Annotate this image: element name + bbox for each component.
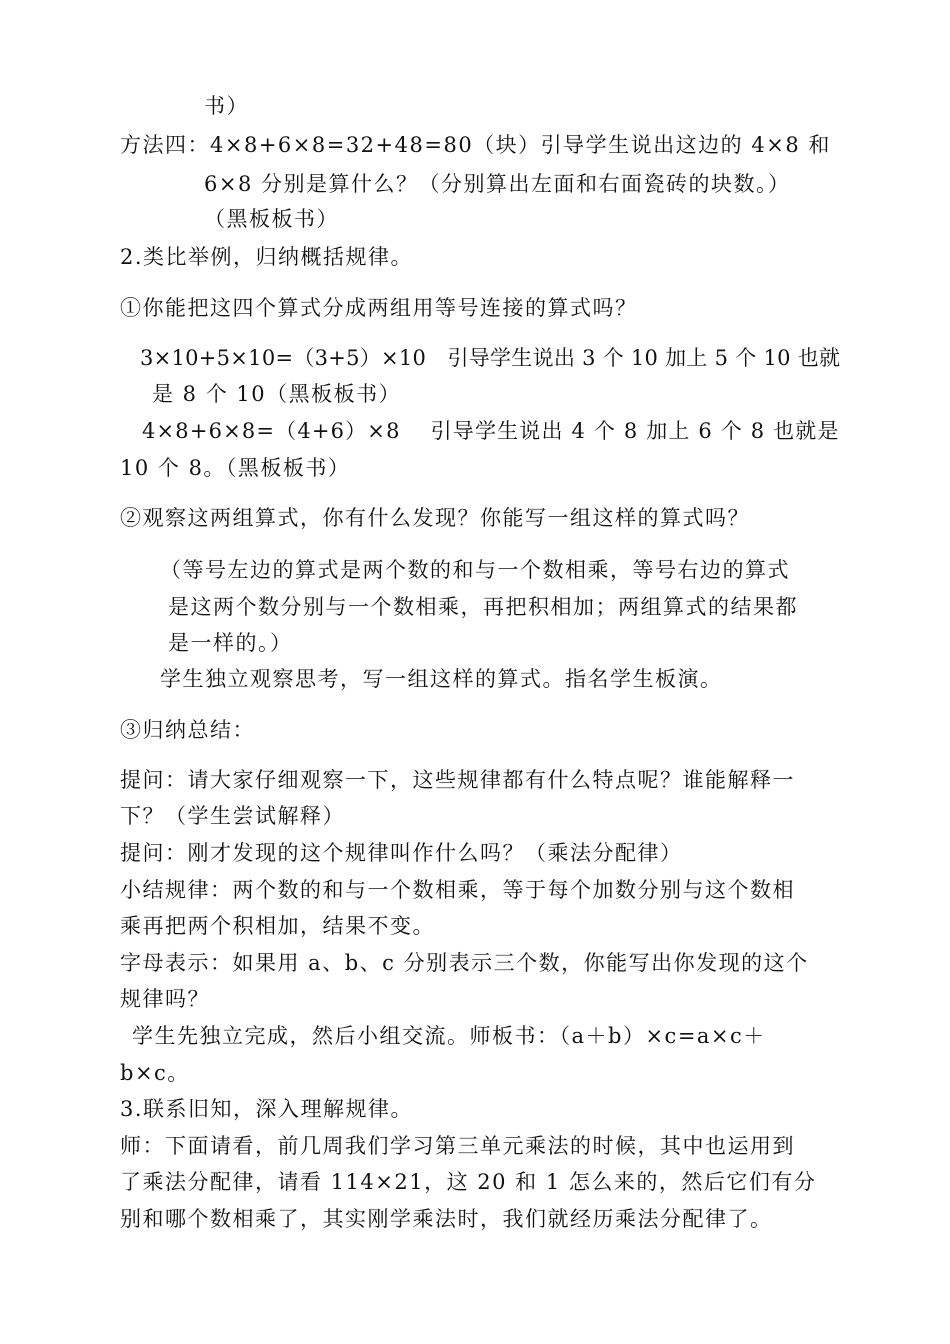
text-line: 提问：请大家仔细观察一下，这些规律都有什么特点呢？谁能解释一: [120, 768, 795, 792]
text-line: 4×8+6×8=（4+6）×8 引导学生说出 4 个 8 加上 6 个 8 也就是: [142, 419, 840, 443]
text-line: 书）: [204, 94, 249, 118]
text-line: ①你能把这四个算式分成两组用等号连接的算式吗？: [120, 296, 638, 320]
text-line: 10 个 8。（黑板板书）: [120, 456, 351, 480]
text-line: 别和哪个数相乘了，其实刚学乘法时，我们就经历乘法分配律了。: [120, 1207, 773, 1231]
text-line: 字母表示：如果用 a、b、c 分别表示三个数，你能写出你发现的这个: [120, 951, 809, 975]
text-line: 师：下面请看，前几周我们学习第三单元乘法的时候，其中也运用到: [120, 1134, 795, 1158]
text-line: 方法四：4×8+6×8=32+48=80（块）引导学生说出这边的 4×8 和: [120, 133, 831, 157]
text-line: ②观察这两组算式，你有什么发现？你能写一组这样的算式吗？: [120, 506, 750, 530]
text-line: 乘再把两个积相加，结果不变。: [120, 914, 435, 938]
text-line: 了乘法分配律，请看 114×21，这 20 和 1 怎么来的，然后它们有分: [120, 1170, 817, 1194]
text-line: 2.类比举例，归纳概括规律。: [120, 245, 414, 269]
text-line: （等号左边的算式是两个数的和与一个数相乘，等号右边的算式: [160, 558, 790, 582]
text-line: 提问：刚才发现的这个规律叫作什么吗？（乘法分配律）: [120, 841, 683, 865]
text-line: 下？（学生尝试解释）: [120, 804, 345, 828]
text-line: 学生先独立完成，然后小组交流。师板书：（a＋b）×c=a×c＋: [132, 1024, 766, 1048]
text-line: 3.联系旧知，深入理解规律。: [120, 1097, 414, 1121]
text-line: ③归纳总结：: [120, 718, 255, 742]
text-line: 是 8 个 10（黑板板书）: [152, 382, 402, 406]
text-line: b×c。: [120, 1061, 190, 1085]
text-line: 学生独立观察思考，写一组这样的算式。指名学生板演。: [160, 667, 723, 691]
text-line: 6×8 分别是算什么？（分别算出左面和右面瓷砖的块数。）: [204, 172, 791, 196]
text-line: 是这两个数分别与一个数相乘，再把积相加；两组算式的结果都: [168, 595, 798, 619]
text-line: 小结规律：两个数的和与一个数相乘，等于每个加数分别与这个数相: [120, 878, 795, 902]
text-line: 3×10+5×10=（3+5）×10 引导学生说出 3 个 10 加上 5 个 10 也就: [140, 346, 841, 370]
text-line: 是一样的。）: [168, 631, 293, 655]
text-line: 规律吗？: [120, 987, 210, 1011]
text-line: （黑板板书）: [204, 207, 339, 231]
